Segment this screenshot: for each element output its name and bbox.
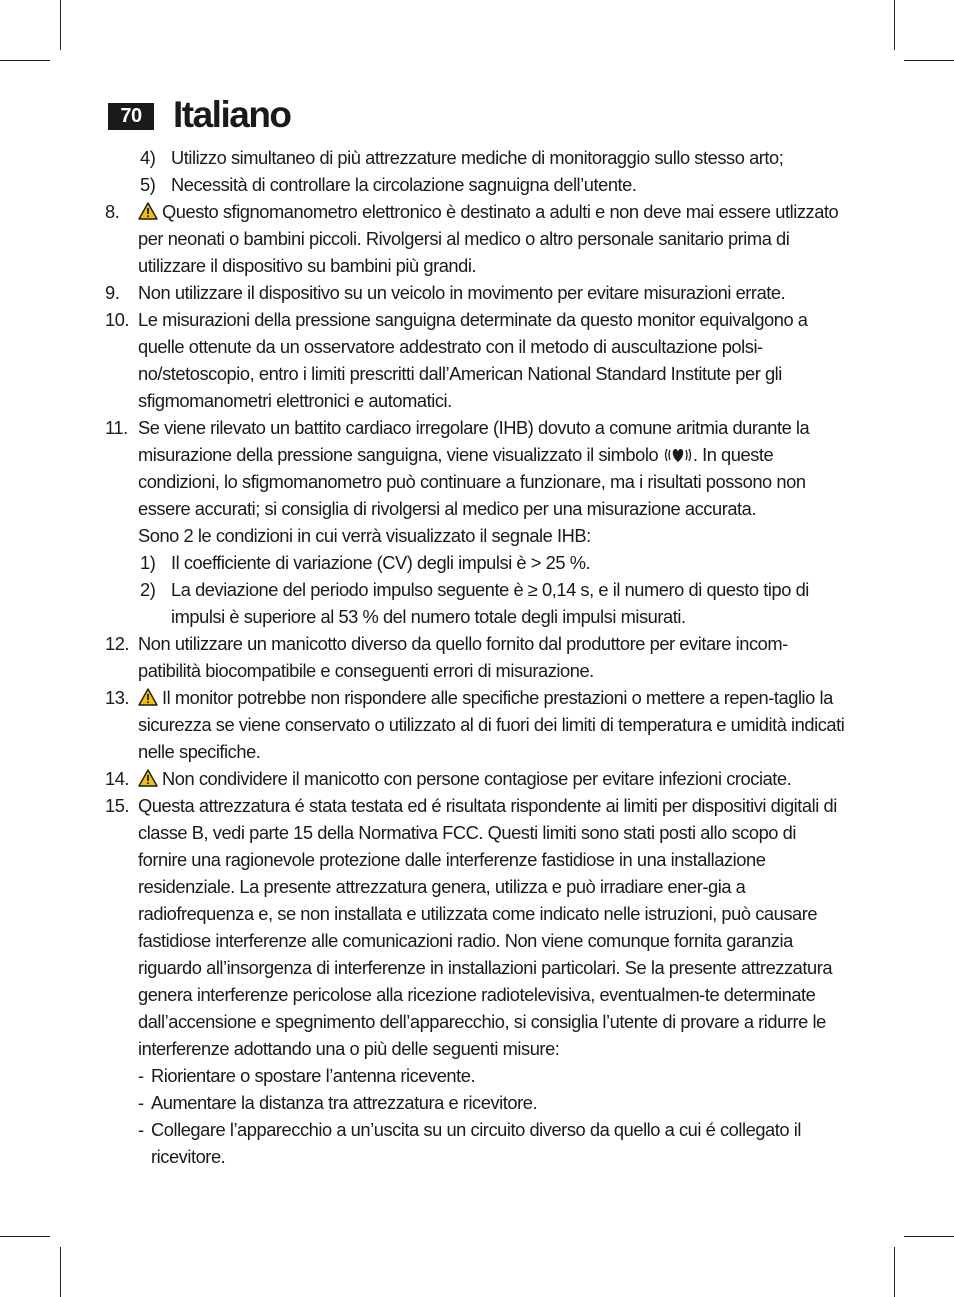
list-item: 2) La deviazione del periodo impulso seguente è ≥ 0,14 s, e il numero di questo tipo di impulsi è superiore al 53 % del numero totale degli impulsi misurati. [140,579,809,627]
list-item: 10. Le misurazioni della pressione sanguigna determinate da questo monitor equivalgono a quelle ottenute da un osservatore addestrato con il metodo di auscultazione polsi-no/stetoscopio, entro i limiti prescritti dall’American National Standard Institute per gli sfigmomanometri elettronici e automatici. [105,309,808,411]
page-number: 70 [108,103,154,130]
crop-mark [0,60,50,61]
list-item: - Collegare l’apparecchio a un’uscita su un circuito diverso da quello a cui é collegato il ricevitore. [138,1119,801,1167]
list-item: - Aumentare la distanza tra attrezzatura e ricevitore. [138,1092,538,1113]
document-body [105,144,849,1170]
list-item: 1) Il coefficiente di variazione (CV) degli impulsi è > 25 %. [140,552,591,573]
crop-mark [0,1236,50,1237]
irregular-heartbeat-icon [663,446,693,464]
list-item: 13. Il monitor potrebbe non rispondere alle specifiche prestazioni o mettere a repen-taglio la sicurezza se viene conservato o utilizzato al di fuori dei limiti di temperatura e umidità indicati nelle specifiche. [105,687,845,762]
list-item: 4) Utilizzo simultaneo di più attrezzature mediche di monitoraggio sullo stesso arto; [140,147,784,168]
crop-mark [894,1247,895,1297]
list-item: 9. Non utilizzare il dispositivo su un veicolo in movimento per evitare misurazioni errate. [105,282,786,303]
page-title: Italiano [173,94,291,135]
list-item: 8. Questo sfignomanometro elettronico è destinato a adulti e non deve mai essere utlizzato per neonati o bambini piccoli. Rivolgersi al medico o altro personale sanitario prima di utilizzare il dispositivo su bambini più grandi. [105,201,839,276]
list-item: 12. Non utilizzare un manicotto diverso da quello fornito dal produttore per evitare incom-patibilità biocompatibile e conseguenti errori di misurazione. [105,633,788,681]
list-item: 15. Questa attrezzatura é stata testata ed é risultata rispondente ai limiti per dispositivi digitali di classe B, vedi parte 15 della Normativa FCC. Questi limiti sono stati posti allo scopo di fornire una ragionevole protezione dalle interferenze fastidiose in una installazione residenziale. La presente attrezzatura genera, utilizza e può irradiare ener-gia a radiofrequenza e, se non installata e utilizzata come indicato nelle istruzioni, può causare fastidiose interferenze alle comunicazioni radio. Non viene comunque fornita garanzia riguardo all’insorgenza di interferenze in installazioni particolari. Se la presente attrezzatura genera interferenze pericolose alla ricezione radiotelevisiva, eventualmen-te determinate dall’accensione e spegnimento dell’apparecchio, si consiglia l’utente di provare a ridurre le interferenze adottando una o più delle seguenti misure: [105,795,837,1059]
crop-mark [60,1247,61,1297]
crop-mark [904,60,954,61]
warning-triangle-icon [138,688,158,706]
crop-mark [904,1236,954,1237]
list-item: 5) Necessità di controllare la circolazione sagnuigna dell’utente. [140,174,637,195]
warning-triangle-icon [138,769,158,787]
crop-mark [894,0,895,50]
list-item: 14. Non condividere il manicotto con persone contagiose per evitare infezioni crociate. [105,768,792,789]
crop-mark [60,0,61,50]
list-item: 11. Se viene rilevato un battito cardiaco irregolare (IHB) dovuto a comune aritmia durante la misurazione della pressione sanguigna, viene visualizzato il simbolo . In queste condizioni, lo sfigmomanometro può continuare a funzionare, ma i risultati possono non essere accurati; si consiglia di rivolgersi al medico per una misurazione accurata. Sono 2 le condizioni in cui verrà visualizzato il segnale IHB: [105,417,810,546]
list-item: - Riorientare o spostare l’antenna ricevente. [138,1065,476,1086]
warning-triangle-icon [138,202,158,220]
